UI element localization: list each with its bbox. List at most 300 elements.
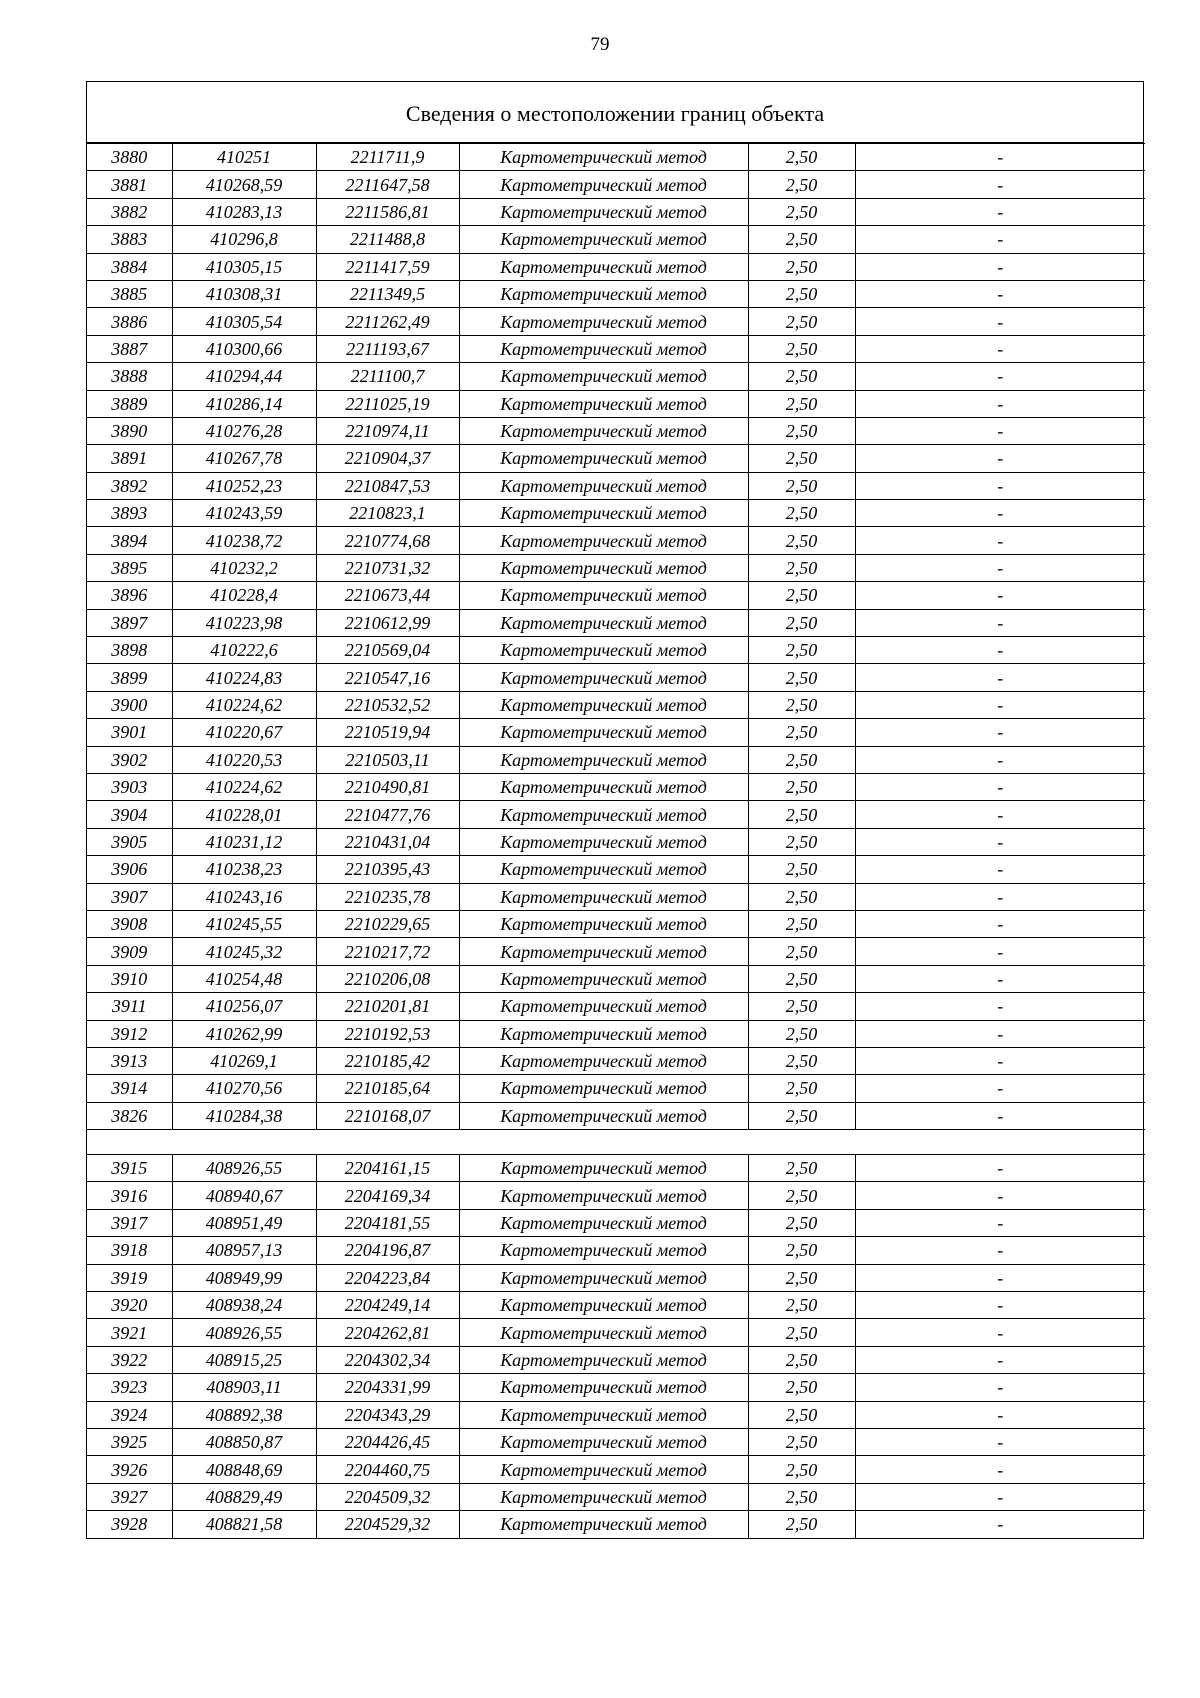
remarks-cell: - bbox=[855, 746, 1145, 773]
x-coordinate-cell: 410256,07 bbox=[172, 993, 316, 1020]
remarks-cell: - bbox=[855, 1292, 1145, 1319]
remarks-cell: - bbox=[855, 828, 1145, 855]
table-row bbox=[87, 773, 1145, 800]
table-row bbox=[87, 1483, 1145, 1510]
x-coordinate-cell: 410220,53 bbox=[172, 746, 316, 773]
x-coordinate-cell: 410296,8 bbox=[172, 226, 316, 253]
remarks-cell: - bbox=[855, 335, 1145, 362]
x-coordinate-cell: 408957,13 bbox=[172, 1237, 316, 1264]
method-cell: Картометрический метод bbox=[459, 1346, 748, 1373]
y-coordinate-cell: 2210847,53 bbox=[316, 472, 459, 499]
point-number-cell: 3904 bbox=[87, 801, 172, 828]
y-coordinate-cell: 2211100,7 bbox=[316, 363, 459, 390]
x-coordinate-cell: 410238,72 bbox=[172, 527, 316, 554]
separator-row bbox=[87, 1130, 1145, 1155]
accuracy-cell: 2,50 bbox=[748, 1020, 855, 1047]
accuracy-cell: 2,50 bbox=[748, 363, 855, 390]
method-cell: Картометрический метод bbox=[459, 1456, 748, 1483]
accuracy-cell: 2,50 bbox=[748, 1483, 855, 1510]
accuracy-cell: 2,50 bbox=[748, 253, 855, 280]
x-coordinate-cell: 410308,31 bbox=[172, 280, 316, 307]
method-cell: Картометрический метод bbox=[459, 472, 748, 499]
method-cell: Картометрический метод bbox=[459, 1264, 748, 1291]
point-number-cell: 3882 bbox=[87, 198, 172, 225]
x-coordinate-cell: 410251 bbox=[172, 144, 316, 171]
x-coordinate-cell: 410228,4 bbox=[172, 582, 316, 609]
table-row bbox=[87, 1237, 1145, 1264]
remarks-cell: - bbox=[855, 938, 1145, 965]
method-cell: Картометрический метод bbox=[459, 363, 748, 390]
accuracy-cell: 2,50 bbox=[748, 1237, 855, 1264]
point-number-cell: 3903 bbox=[87, 773, 172, 800]
point-number-cell: 3885 bbox=[87, 280, 172, 307]
x-coordinate-cell: 410238,23 bbox=[172, 856, 316, 883]
remarks-cell: - bbox=[855, 1428, 1145, 1455]
y-coordinate-cell: 2210217,72 bbox=[316, 938, 459, 965]
method-cell: Картометрический метод bbox=[459, 1020, 748, 1047]
remarks-cell: - bbox=[855, 910, 1145, 937]
remarks-cell: - bbox=[855, 390, 1145, 417]
point-number-cell: 3912 bbox=[87, 1020, 172, 1047]
point-number-cell: 3913 bbox=[87, 1047, 172, 1074]
y-coordinate-cell: 2210904,37 bbox=[316, 445, 459, 472]
y-coordinate-cell: 2204331,99 bbox=[316, 1374, 459, 1401]
table-row bbox=[87, 1102, 1145, 1129]
accuracy-cell: 2,50 bbox=[748, 609, 855, 636]
point-number-cell: 3914 bbox=[87, 1075, 172, 1102]
y-coordinate-cell: 2210206,08 bbox=[316, 965, 459, 992]
x-coordinate-cell: 410224,62 bbox=[172, 691, 316, 718]
method-cell: Картометрический метод bbox=[459, 445, 748, 472]
accuracy-cell: 2,50 bbox=[748, 965, 855, 992]
table-row bbox=[87, 308, 1145, 335]
point-number-cell: 3884 bbox=[87, 253, 172, 280]
table-row bbox=[87, 1374, 1145, 1401]
remarks-cell: - bbox=[855, 1346, 1145, 1373]
remarks-cell: - bbox=[855, 1075, 1145, 1102]
method-cell: Картометрический метод bbox=[459, 1319, 748, 1346]
x-coordinate-cell: 410223,98 bbox=[172, 609, 316, 636]
point-number-cell: 3922 bbox=[87, 1346, 172, 1373]
method-cell: Картометрический метод bbox=[459, 390, 748, 417]
remarks-cell: - bbox=[855, 417, 1145, 444]
table-row bbox=[87, 691, 1145, 718]
y-coordinate-cell: 2210490,81 bbox=[316, 773, 459, 800]
table-row bbox=[87, 226, 1145, 253]
table-row bbox=[87, 1209, 1145, 1236]
y-coordinate-cell: 2204302,34 bbox=[316, 1346, 459, 1373]
table-row bbox=[87, 1264, 1145, 1291]
accuracy-cell: 2,50 bbox=[748, 171, 855, 198]
y-coordinate-cell: 2211349,5 bbox=[316, 280, 459, 307]
point-number-cell: 3921 bbox=[87, 1319, 172, 1346]
method-cell: Картометрический метод bbox=[459, 1511, 748, 1538]
table-row bbox=[87, 390, 1145, 417]
accuracy-cell: 2,50 bbox=[748, 1401, 855, 1428]
remarks-cell: - bbox=[855, 1209, 1145, 1236]
table-row bbox=[87, 910, 1145, 937]
x-coordinate-cell: 408949,99 bbox=[172, 1264, 316, 1291]
accuracy-cell: 2,50 bbox=[748, 554, 855, 581]
method-cell: Картометрический метод bbox=[459, 691, 748, 718]
y-coordinate-cell: 2210477,76 bbox=[316, 801, 459, 828]
x-coordinate-cell: 410245,55 bbox=[172, 910, 316, 937]
x-coordinate-cell: 410294,44 bbox=[172, 363, 316, 390]
remarks-cell: - bbox=[855, 1456, 1145, 1483]
point-number-cell: 3902 bbox=[87, 746, 172, 773]
point-number-cell: 3893 bbox=[87, 500, 172, 527]
remarks-cell: - bbox=[855, 253, 1145, 280]
x-coordinate-cell: 410305,15 bbox=[172, 253, 316, 280]
point-number-cell: 3889 bbox=[87, 390, 172, 417]
y-coordinate-cell: 2204426,45 bbox=[316, 1428, 459, 1455]
accuracy-cell: 2,50 bbox=[748, 1428, 855, 1455]
method-cell: Картометрический метод bbox=[459, 144, 748, 171]
table-row bbox=[87, 828, 1145, 855]
remarks-cell: - bbox=[855, 1401, 1145, 1428]
point-number-cell: 3920 bbox=[87, 1292, 172, 1319]
y-coordinate-cell: 2204262,81 bbox=[316, 1319, 459, 1346]
method-cell: Картометрический метод bbox=[459, 226, 748, 253]
table-row bbox=[87, 1511, 1145, 1538]
remarks-cell: - bbox=[855, 1374, 1145, 1401]
x-coordinate-cell: 410276,28 bbox=[172, 417, 316, 444]
table-row bbox=[87, 609, 1145, 636]
x-coordinate-cell: 410283,13 bbox=[172, 198, 316, 225]
point-number-cell: 3905 bbox=[87, 828, 172, 855]
y-coordinate-cell: 2204460,75 bbox=[316, 1456, 459, 1483]
accuracy-cell: 2,50 bbox=[748, 1346, 855, 1373]
x-coordinate-cell: 410305,54 bbox=[172, 308, 316, 335]
point-number-cell: 3911 bbox=[87, 993, 172, 1020]
accuracy-cell: 2,50 bbox=[748, 719, 855, 746]
x-coordinate-cell: 410254,48 bbox=[172, 965, 316, 992]
point-number-cell: 3906 bbox=[87, 856, 172, 883]
y-coordinate-cell: 2210774,68 bbox=[316, 527, 459, 554]
table-row bbox=[87, 965, 1145, 992]
accuracy-cell: 2,50 bbox=[748, 1319, 855, 1346]
point-number-cell: 3881 bbox=[87, 171, 172, 198]
x-coordinate-cell: 410284,38 bbox=[172, 1102, 316, 1129]
y-coordinate-cell: 2210185,42 bbox=[316, 1047, 459, 1074]
x-coordinate-cell: 408926,55 bbox=[172, 1155, 316, 1182]
accuracy-cell: 2,50 bbox=[748, 527, 855, 554]
remarks-cell: - bbox=[855, 637, 1145, 664]
table-row bbox=[87, 856, 1145, 883]
y-coordinate-cell: 2210673,44 bbox=[316, 582, 459, 609]
remarks-cell: - bbox=[855, 472, 1145, 499]
point-number-cell: 3888 bbox=[87, 363, 172, 390]
table-row bbox=[87, 445, 1145, 472]
accuracy-cell: 2,50 bbox=[748, 308, 855, 335]
table-row bbox=[87, 938, 1145, 965]
point-number-cell: 3892 bbox=[87, 472, 172, 499]
table-row bbox=[87, 1155, 1145, 1182]
table-row bbox=[87, 472, 1145, 499]
x-coordinate-cell: 410224,83 bbox=[172, 664, 316, 691]
x-coordinate-cell: 410268,59 bbox=[172, 171, 316, 198]
point-number-cell: 3899 bbox=[87, 664, 172, 691]
method-cell: Картометрический метод bbox=[459, 554, 748, 581]
method-cell: Картометрический метод bbox=[459, 773, 748, 800]
method-cell: Картометрический метод bbox=[459, 280, 748, 307]
y-coordinate-cell: 2204169,34 bbox=[316, 1182, 459, 1209]
table-row bbox=[87, 500, 1145, 527]
x-coordinate-cell: 408940,67 bbox=[172, 1182, 316, 1209]
table-row bbox=[87, 1428, 1145, 1455]
accuracy-cell: 2,50 bbox=[748, 746, 855, 773]
y-coordinate-cell: 2211193,67 bbox=[316, 335, 459, 362]
x-coordinate-cell: 408892,38 bbox=[172, 1401, 316, 1428]
y-coordinate-cell: 2204196,87 bbox=[316, 1237, 459, 1264]
accuracy-cell: 2,50 bbox=[748, 773, 855, 800]
table-row bbox=[87, 664, 1145, 691]
x-coordinate-cell: 410231,12 bbox=[172, 828, 316, 855]
method-cell: Картометрический метод bbox=[459, 335, 748, 362]
y-coordinate-cell: 2210532,52 bbox=[316, 691, 459, 718]
remarks-cell: - bbox=[855, 308, 1145, 335]
x-coordinate-cell: 410243,59 bbox=[172, 500, 316, 527]
method-cell: Картометрический метод bbox=[459, 417, 748, 444]
method-cell: Картометрический метод bbox=[459, 1428, 748, 1455]
accuracy-cell: 2,50 bbox=[748, 856, 855, 883]
separator-cell bbox=[87, 1130, 1145, 1155]
remarks-cell: - bbox=[855, 582, 1145, 609]
method-cell: Картометрический метод bbox=[459, 1401, 748, 1428]
x-coordinate-cell: 408915,25 bbox=[172, 1346, 316, 1373]
table-row bbox=[87, 198, 1145, 225]
table-row bbox=[87, 417, 1145, 444]
y-coordinate-cell: 2210168,07 bbox=[316, 1102, 459, 1129]
remarks-cell: - bbox=[855, 719, 1145, 746]
x-coordinate-cell: 408850,87 bbox=[172, 1428, 316, 1455]
remarks-cell: - bbox=[855, 856, 1145, 883]
table-row bbox=[87, 363, 1145, 390]
method-cell: Картометрический метод bbox=[459, 719, 748, 746]
x-coordinate-cell: 410220,67 bbox=[172, 719, 316, 746]
y-coordinate-cell: 2210569,04 bbox=[316, 637, 459, 664]
y-coordinate-cell: 2210612,99 bbox=[316, 609, 459, 636]
accuracy-cell: 2,50 bbox=[748, 1374, 855, 1401]
x-coordinate-cell: 410232,2 bbox=[172, 554, 316, 581]
remarks-cell: - bbox=[855, 965, 1145, 992]
method-cell: Картометрический метод bbox=[459, 1155, 748, 1182]
table-row bbox=[87, 1047, 1145, 1074]
remarks-cell: - bbox=[855, 226, 1145, 253]
accuracy-cell: 2,50 bbox=[748, 226, 855, 253]
table-row bbox=[87, 993, 1145, 1020]
coordinates-table bbox=[87, 143, 1145, 1538]
method-cell: Картометрический метод bbox=[459, 1182, 748, 1209]
point-number-cell: 3916 bbox=[87, 1182, 172, 1209]
method-cell: Картометрический метод bbox=[459, 1075, 748, 1102]
method-cell: Картометрический метод bbox=[459, 1483, 748, 1510]
accuracy-cell: 2,50 bbox=[748, 1102, 855, 1129]
x-coordinate-cell: 410300,66 bbox=[172, 335, 316, 362]
remarks-cell: - bbox=[855, 280, 1145, 307]
accuracy-cell: 2,50 bbox=[748, 445, 855, 472]
accuracy-cell: 2,50 bbox=[748, 637, 855, 664]
method-cell: Картометрический метод bbox=[459, 1047, 748, 1074]
table-row bbox=[87, 280, 1145, 307]
point-number-cell: 3896 bbox=[87, 582, 172, 609]
remarks-cell: - bbox=[855, 445, 1145, 472]
y-coordinate-cell: 2211647,58 bbox=[316, 171, 459, 198]
remarks-cell: - bbox=[855, 1237, 1145, 1264]
y-coordinate-cell: 2204181,55 bbox=[316, 1209, 459, 1236]
table-row bbox=[87, 1319, 1145, 1346]
page-number: 79 bbox=[590, 34, 610, 55]
y-coordinate-cell: 2210431,04 bbox=[316, 828, 459, 855]
x-coordinate-cell: 410243,16 bbox=[172, 883, 316, 910]
y-coordinate-cell: 2211262,49 bbox=[316, 308, 459, 335]
accuracy-cell: 2,50 bbox=[748, 1511, 855, 1538]
table-row bbox=[87, 801, 1145, 828]
boundary-table-frame bbox=[86, 81, 1144, 1539]
remarks-cell: - bbox=[855, 198, 1145, 225]
point-number-cell: 3926 bbox=[87, 1456, 172, 1483]
method-cell: Картометрический метод bbox=[459, 1237, 748, 1264]
remarks-cell: - bbox=[855, 801, 1145, 828]
remarks-cell: - bbox=[855, 1155, 1145, 1182]
accuracy-cell: 2,50 bbox=[748, 1155, 855, 1182]
point-number-cell: 3890 bbox=[87, 417, 172, 444]
x-coordinate-cell: 408829,49 bbox=[172, 1483, 316, 1510]
method-cell: Картометрический метод bbox=[459, 910, 748, 937]
x-coordinate-cell: 410269,1 bbox=[172, 1047, 316, 1074]
point-number-cell: 3894 bbox=[87, 527, 172, 554]
remarks-cell: - bbox=[855, 1102, 1145, 1129]
accuracy-cell: 2,50 bbox=[748, 500, 855, 527]
table-row bbox=[87, 1456, 1145, 1483]
method-cell: Картометрический метод bbox=[459, 198, 748, 225]
remarks-cell: - bbox=[855, 664, 1145, 691]
table-row bbox=[87, 253, 1145, 280]
method-cell: Картометрический метод bbox=[459, 500, 748, 527]
y-coordinate-cell: 2210974,11 bbox=[316, 417, 459, 444]
table-row bbox=[87, 883, 1145, 910]
x-coordinate-cell: 410267,78 bbox=[172, 445, 316, 472]
y-coordinate-cell: 2210185,64 bbox=[316, 1075, 459, 1102]
y-coordinate-cell: 2211025,19 bbox=[316, 390, 459, 417]
accuracy-cell: 2,50 bbox=[748, 691, 855, 718]
accuracy-cell: 2,50 bbox=[748, 993, 855, 1020]
remarks-cell: - bbox=[855, 171, 1145, 198]
x-coordinate-cell: 408903,11 bbox=[172, 1374, 316, 1401]
remarks-cell: - bbox=[855, 363, 1145, 390]
accuracy-cell: 2,50 bbox=[748, 144, 855, 171]
accuracy-cell: 2,50 bbox=[748, 1182, 855, 1209]
y-coordinate-cell: 2210235,78 bbox=[316, 883, 459, 910]
y-coordinate-cell: 2204529,32 bbox=[316, 1511, 459, 1538]
accuracy-cell: 2,50 bbox=[748, 828, 855, 855]
point-number-cell: 3919 bbox=[87, 1264, 172, 1291]
accuracy-cell: 2,50 bbox=[748, 198, 855, 225]
x-coordinate-cell: 410286,14 bbox=[172, 390, 316, 417]
method-cell: Картометрический метод bbox=[459, 801, 748, 828]
accuracy-cell: 2,50 bbox=[748, 1456, 855, 1483]
y-coordinate-cell: 2210547,16 bbox=[316, 664, 459, 691]
point-number-cell: 3923 bbox=[87, 1374, 172, 1401]
remarks-cell: - bbox=[855, 773, 1145, 800]
accuracy-cell: 2,50 bbox=[748, 1292, 855, 1319]
remarks-cell: - bbox=[855, 500, 1145, 527]
point-number-cell: 3886 bbox=[87, 308, 172, 335]
method-cell: Картометрический метод bbox=[459, 938, 748, 965]
table-row bbox=[87, 1292, 1145, 1319]
method-cell: Картометрический метод bbox=[459, 582, 748, 609]
y-coordinate-cell: 2210503,11 bbox=[316, 746, 459, 773]
method-cell: Картометрический метод bbox=[459, 527, 748, 554]
remarks-cell: - bbox=[855, 527, 1145, 554]
point-number-cell: 3925 bbox=[87, 1428, 172, 1455]
point-number-cell: 3915 bbox=[87, 1155, 172, 1182]
y-coordinate-cell: 2210731,32 bbox=[316, 554, 459, 581]
method-cell: Картометрический метод bbox=[459, 883, 748, 910]
remarks-cell: - bbox=[855, 1264, 1145, 1291]
y-coordinate-cell: 2211488,8 bbox=[316, 226, 459, 253]
point-number-cell: 3895 bbox=[87, 554, 172, 581]
x-coordinate-cell: 408848,69 bbox=[172, 1456, 316, 1483]
y-coordinate-cell: 2211711,9 bbox=[316, 144, 459, 171]
accuracy-cell: 2,50 bbox=[748, 1075, 855, 1102]
accuracy-cell: 2,50 bbox=[748, 883, 855, 910]
accuracy-cell: 2,50 bbox=[748, 1264, 855, 1291]
table-row bbox=[87, 1075, 1145, 1102]
x-coordinate-cell: 410270,56 bbox=[172, 1075, 316, 1102]
y-coordinate-cell: 2210519,94 bbox=[316, 719, 459, 746]
accuracy-cell: 2,50 bbox=[748, 417, 855, 444]
method-cell: Картометрический метод bbox=[459, 828, 748, 855]
accuracy-cell: 2,50 bbox=[748, 280, 855, 307]
remarks-cell: - bbox=[855, 144, 1145, 171]
remarks-cell: - bbox=[855, 691, 1145, 718]
remarks-cell: - bbox=[855, 1511, 1145, 1538]
point-number-cell: 3887 bbox=[87, 335, 172, 362]
point-number-cell: 3908 bbox=[87, 910, 172, 937]
method-cell: Картометрический метод bbox=[459, 664, 748, 691]
point-number-cell: 3928 bbox=[87, 1511, 172, 1538]
table-row bbox=[87, 719, 1145, 746]
point-number-cell: 3901 bbox=[87, 719, 172, 746]
accuracy-cell: 2,50 bbox=[748, 472, 855, 499]
table-row bbox=[87, 1346, 1145, 1373]
method-cell: Картометрический метод bbox=[459, 1292, 748, 1319]
method-cell: Картометрический метод bbox=[459, 308, 748, 335]
x-coordinate-cell: 410245,32 bbox=[172, 938, 316, 965]
point-number-cell: 3898 bbox=[87, 637, 172, 664]
point-number-cell: 3891 bbox=[87, 445, 172, 472]
remarks-cell: - bbox=[855, 1047, 1145, 1074]
accuracy-cell: 2,50 bbox=[748, 938, 855, 965]
method-cell: Картометрический метод bbox=[459, 965, 748, 992]
accuracy-cell: 2,50 bbox=[748, 335, 855, 362]
coordinates-table-body bbox=[87, 144, 1145, 1538]
accuracy-cell: 2,50 bbox=[748, 1047, 855, 1074]
point-number-cell: 3909 bbox=[87, 938, 172, 965]
accuracy-cell: 2,50 bbox=[748, 664, 855, 691]
table-row bbox=[87, 171, 1145, 198]
method-cell: Картометрический метод bbox=[459, 1102, 748, 1129]
point-number-cell: 3927 bbox=[87, 1483, 172, 1510]
method-cell: Картометрический метод bbox=[459, 856, 748, 883]
table-row bbox=[87, 144, 1145, 171]
y-coordinate-cell: 2204161,15 bbox=[316, 1155, 459, 1182]
x-coordinate-cell: 410252,23 bbox=[172, 472, 316, 499]
point-number-cell: 3917 bbox=[87, 1209, 172, 1236]
point-number-cell: 3880 bbox=[87, 144, 172, 171]
y-coordinate-cell: 2204509,32 bbox=[316, 1483, 459, 1510]
